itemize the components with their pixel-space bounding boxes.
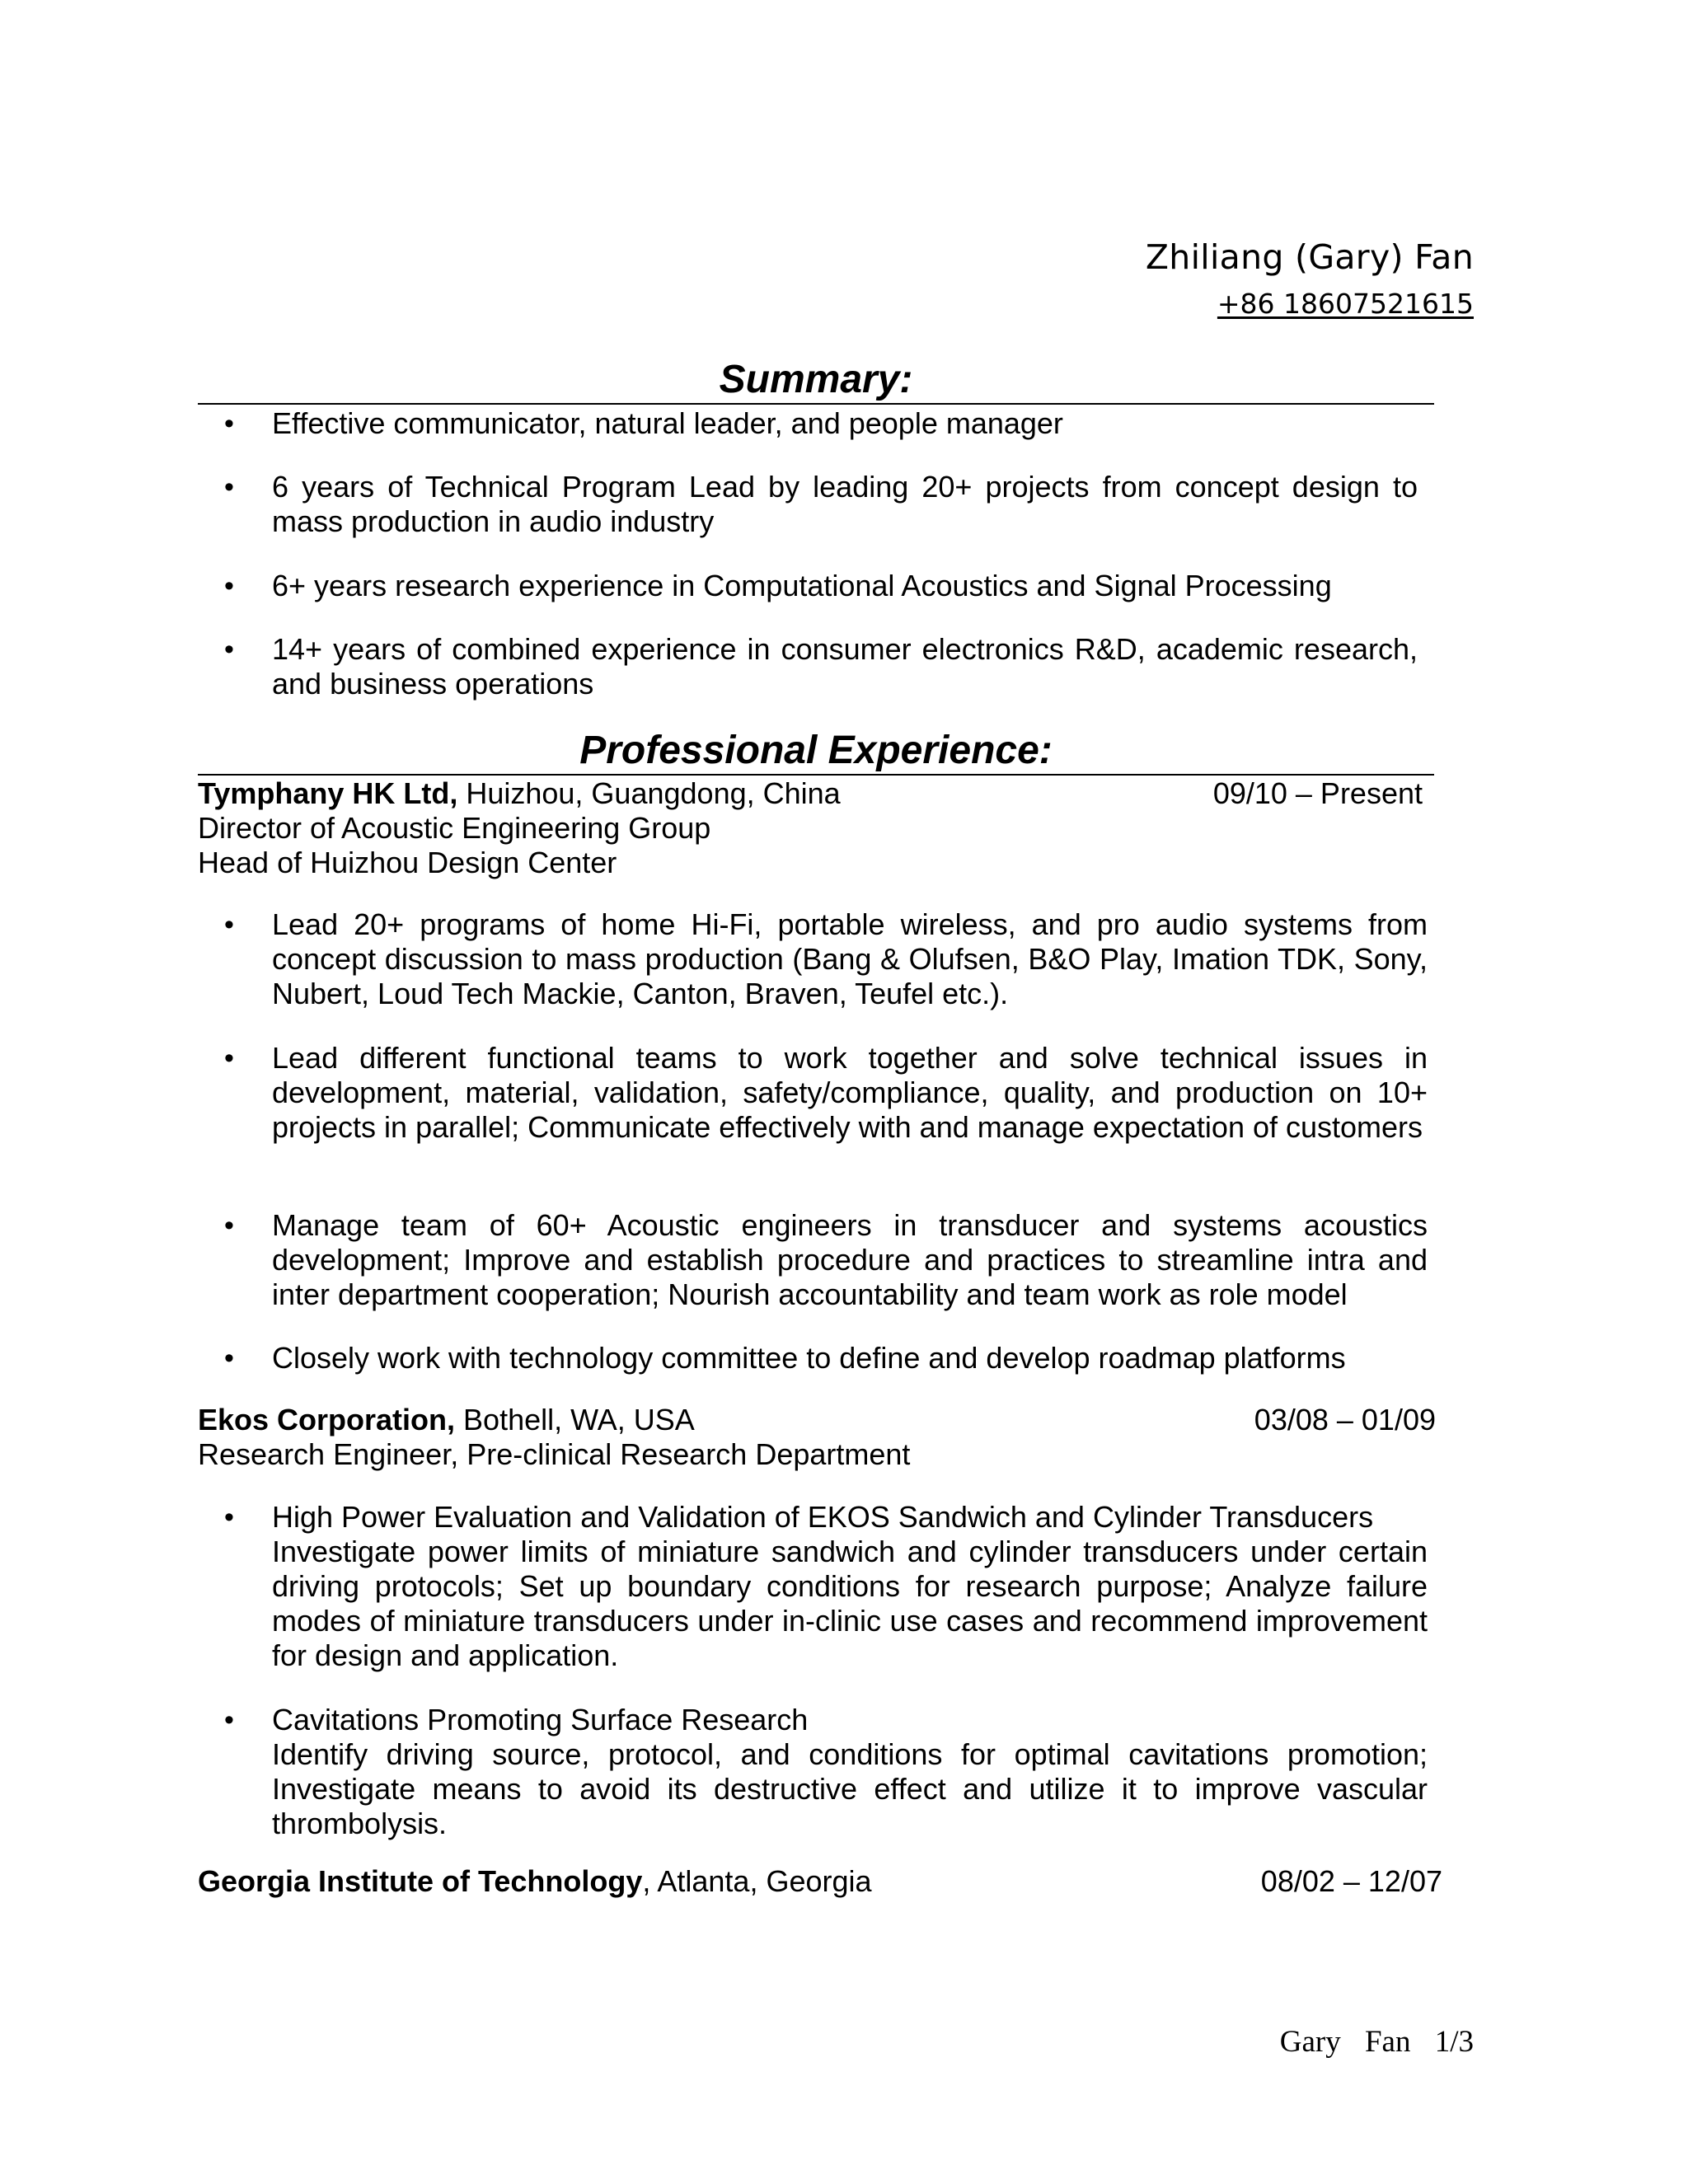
job-bullet: • Manage team of 60+ Acoustic engineers in transducer and systems acoustics development; Improve and establish procedure and practices to streamline intra and inter department cooperation; Nourish accountability and team work as role model — [272, 1208, 1428, 1312]
bullet-body: Investigate power limits of miniature sandwich and cylinder transducers under certain driving protocols; Set up boundary conditions for research purpose; Analyze failure modes of miniature transducers under in-clinic use cases and recommend improvement for design and application. — [272, 1535, 1428, 1672]
company-name: Tymphany HK Ltd, — [198, 776, 458, 810]
candidate-name: Zhiliang (Gary) Fan — [1145, 237, 1474, 277]
company-name: Georgia Institute of Technology — [198, 1864, 643, 1898]
summary-heading: Summary: — [719, 358, 913, 401]
job-bullet: • Lead different functional teams to work together and solve technical issues in development, material, validation, safety/compliance, quality, and production on 10+ projects in parallel; Communicate effectively with and manage expectation of customers — [272, 1041, 1428, 1145]
summary-bullet: • 6 years of Technical Program Lead by leading 20+ projects from concept design to mass production in audio industry — [272, 470, 1418, 539]
company-name: Ekos Corporation, — [198, 1403, 456, 1436]
page-footer — [1280, 2024, 1474, 2060]
job-bullet — [272, 1703, 1428, 1841]
job-ekos-header — [198, 1403, 695, 1437]
summary-bullet: • 14+ years of combined experience in consumer electronics R&D, academic research, and business operations — [272, 632, 1418, 701]
bullet-title: • Cavitations Promoting Surface Research — [272, 1703, 809, 1736]
company-location: , Atlanta, Georgia — [642, 1864, 872, 1898]
company-location: Bothell, WA, USA — [455, 1403, 695, 1436]
job-georgia-tech-header — [198, 1864, 872, 1899]
company-location: Huizhou, Guangdong, China — [457, 776, 841, 810]
job-title: Head of Huizhou Design Center — [198, 846, 617, 879]
job-bullet — [272, 1500, 1428, 1673]
experience-heading: Professional Experience: — [579, 729, 1053, 772]
job-title: Research Engineer, Pre-clinical Research Department — [198, 1437, 911, 1471]
footer-name: Gary Fan — [1279, 2025, 1411, 2059]
summary-bullet: • Effective communicator, natural leader, and people manager — [272, 406, 1418, 441]
job-dates: 03/08 – 01/09 — [1254, 1403, 1436, 1436]
experience-divider — [198, 774, 1434, 776]
job-dates: 09/10 – Present — [1212, 776, 1423, 810]
summary-divider — [198, 403, 1434, 405]
job-title: Director of Acoustic Engineering Group — [198, 811, 711, 845]
bullet-title: • High Power Evaluation and Validation of EKOS Sandwich and Cylinder Transducers — [272, 1500, 1374, 1534]
phone-link[interactable]: +86 18607521615 — [1217, 288, 1474, 320]
job-bullet: • Lead 20+ programs of home Hi-Fi, portable wireless, and pro audio systems from concept discussion to mass production (Bang & Olufsen, B&O Play, Imation TDK, Sony, Nubert, Loud Tech Mackie, Canton, Braven, Teufel etc.). — [272, 907, 1428, 1011]
job-bullet: • Closely work with technology committee to define and develop roadmap platforms — [272, 1341, 1428, 1376]
summary-bullet: • 6+ years research experience in Computational Acoustics and Signal Processing — [272, 569, 1418, 603]
job-dates: 08/02 – 12/07 — [1260, 1864, 1442, 1898]
page-number: 1/3 — [1434, 2025, 1474, 2059]
job-tymphany-header — [198, 776, 841, 811]
bullet-body: Identify driving source, protocol, and conditions for optimal cavitations promotion; Investigate means to avoid its destructive effect and utilize it to improve vascular thrombolysis. — [272, 1737, 1428, 1840]
